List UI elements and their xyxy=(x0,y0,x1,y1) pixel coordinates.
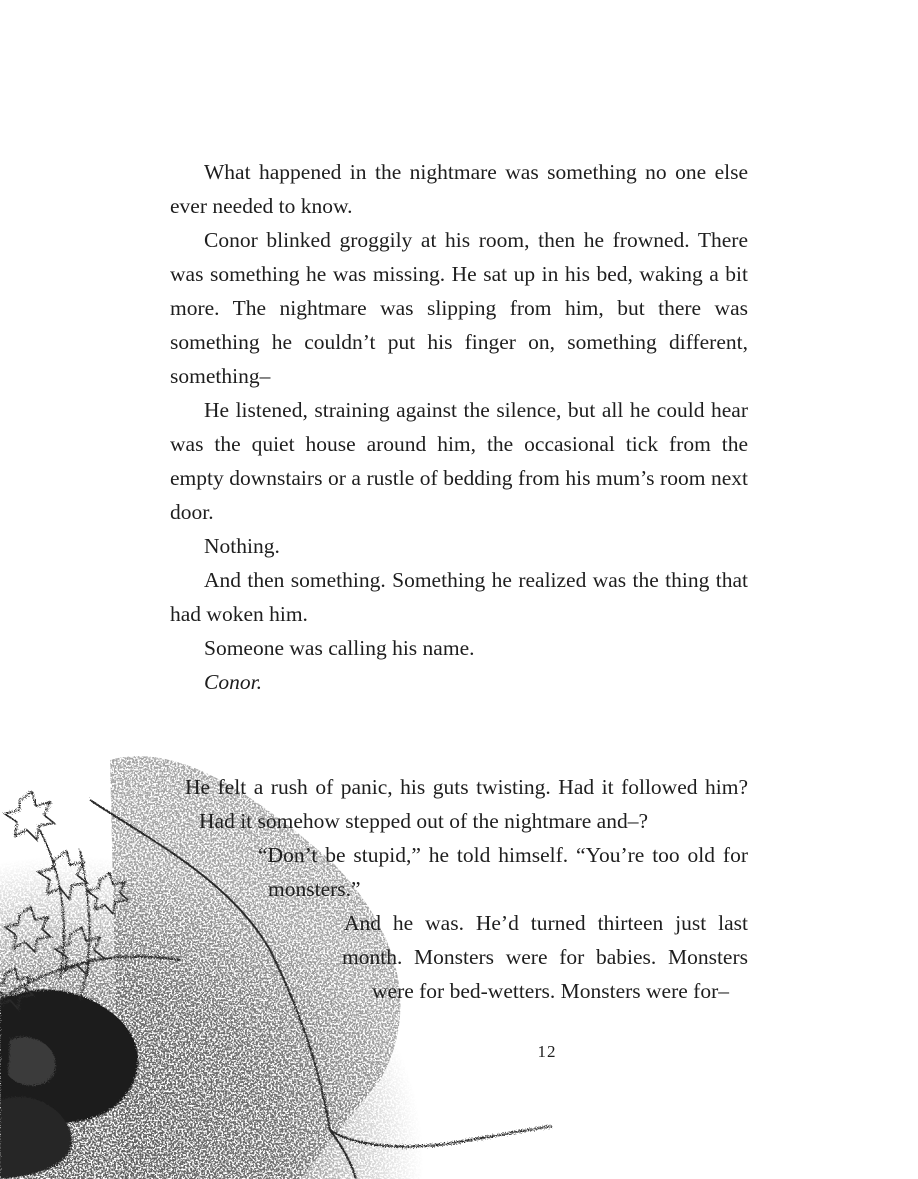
shaped-text-line: were for bed-wetters. Monsters were for– xyxy=(372,979,729,1003)
shaped-text-line: And he was. He’d turned thirteen just last xyxy=(344,911,748,935)
paragraph: Conor blinked groggily at his room, then he frowned. There was something he was missing. He sat up in his bed, waking a bit more. The nightmare was slipping from him, but there was something he couldn’t put his finger on, something different, something– xyxy=(170,228,748,388)
paragraph: Someone was calling his name. xyxy=(204,636,475,660)
paragraph-italic: Conor. xyxy=(204,670,262,694)
shaped-text-line: “Don’t be stupid,” he told himself. “You’re too old for xyxy=(258,843,748,867)
paragraph: He listened, straining against the silence, but all he could hear was the quiet house around him, the occasional tick from the empty downstairs or a rustle of bedding from his mum’s room next door. xyxy=(170,398,748,524)
shaped-text-line: month. Monsters were for babies. Monsters xyxy=(342,945,748,969)
page-number: 12 xyxy=(537,1042,557,1061)
shaped-text-line: Had it somehow stepped out of the nightmare and–? xyxy=(199,809,649,833)
paragraph: Nothing. xyxy=(204,534,280,558)
body-text xyxy=(170,155,748,699)
paragraph: And then something. Something he realized was the thing that had woken him. xyxy=(170,568,748,626)
shaped-text-line: monsters.” xyxy=(268,877,361,901)
shaped-text-line: He felt a rush of panic, his guts twisting. Had it followed him? xyxy=(185,775,748,799)
paragraph: What happened in the nightmare was something no one else ever needed to know. xyxy=(170,160,748,218)
